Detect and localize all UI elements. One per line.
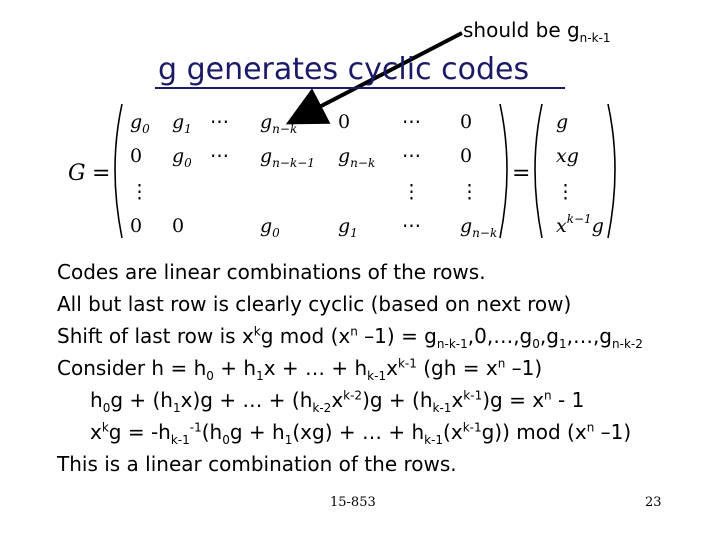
title-underline xyxy=(155,87,565,89)
rhs-right-paren xyxy=(608,104,615,238)
matrix-cell: ⋯ xyxy=(402,145,421,167)
rhs-vector xyxy=(556,111,604,237)
rhs-entry: xg xyxy=(556,145,579,167)
line-7: This is a linear combination of the rows. xyxy=(57,452,457,476)
matrix-cell: $g_{n-k}$ xyxy=(260,111,298,136)
line-1: Codes are linear combinations of the rows. xyxy=(57,260,486,284)
line-5: $h_0g + (h_1x)g$ + … + $(h_{k-2}x^{k-2})g + (h_{k-1}x^{k-1})g = x^n - 1$ xyxy=(90,388,585,415)
matrix-cell: 0 xyxy=(130,215,143,237)
line-2: All but last row is clearly cyclic (based on next row) xyxy=(57,292,572,316)
matrix-cell: 0 xyxy=(460,111,473,133)
matrix-cell: $g_1$ xyxy=(172,111,192,136)
matrix-cells xyxy=(130,111,497,240)
footer-page-number: 23 xyxy=(645,495,662,510)
annotation-subscript: n-k-1 xyxy=(579,31,611,45)
slide-title: g generates cyclic codes xyxy=(158,52,530,87)
matrix-cell: $g_1$ xyxy=(338,215,358,240)
matrix-left-paren xyxy=(115,104,122,238)
matrix-right-paren xyxy=(500,104,507,238)
rhs-entry: ⋮ xyxy=(556,181,575,203)
matrix-cell: $g_{n-k}$ xyxy=(460,215,498,240)
annotation-text: should be g xyxy=(463,18,580,42)
rhs-entry: $x^{k-1}g$ xyxy=(556,212,604,237)
matrix-cell: $g_{n-k}$ xyxy=(338,145,376,170)
matrix-cell: 0 xyxy=(172,215,185,237)
matrix-eq-left: = xyxy=(92,161,111,186)
generator-matrix xyxy=(60,98,620,248)
matrix-lhs: G xyxy=(68,161,86,186)
matrix-cell: $g_0$ xyxy=(260,215,280,240)
matrix-cell: ⋯ xyxy=(210,111,229,133)
matrix-cell: ⋯ xyxy=(402,111,421,133)
line-3: Shift of last row is $x^kg$ mod ($x^n$ $-1) = g_{n-k-1},0,\dots,g_0,g_1,\dots,g_{n-k-2}$ xyxy=(57,324,643,351)
matrix-eq-right: = xyxy=(512,161,531,186)
matrix-cell: ⋮ xyxy=(130,181,149,203)
line-6: $x^kg = -h_{k-1}^{-1}(h_0g + h_1(xg)$ + … + $h_{k-1}(x^{k-1}g)$) mod ($x^n$ –1) xyxy=(90,420,632,447)
matrix-cell: $g_0$ xyxy=(130,111,150,136)
matrix-cell: ⋯ xyxy=(402,215,421,237)
matrix-cell: 0 xyxy=(460,145,473,167)
rhs-entry: g xyxy=(556,111,569,133)
matrix-cell: $g_{n-k-1}$ xyxy=(260,145,315,170)
matrix-cell: ⋮ xyxy=(460,181,479,203)
matrix-cell: 0 xyxy=(338,111,351,133)
line-4: Consider $h = h_0 + h_1x$ + … + $h_{k-1}x^{k-1}$ ($gh = x^n$ –1) xyxy=(57,356,543,383)
rhs-left-paren xyxy=(535,104,542,238)
matrix-cell: 0 xyxy=(130,145,143,167)
matrix-cell: ⋯ xyxy=(210,145,229,167)
footer-course: 15-853 xyxy=(330,495,376,510)
matrix-cell: $g_0$ xyxy=(172,145,192,170)
matrix-cell: ⋮ xyxy=(402,181,421,203)
